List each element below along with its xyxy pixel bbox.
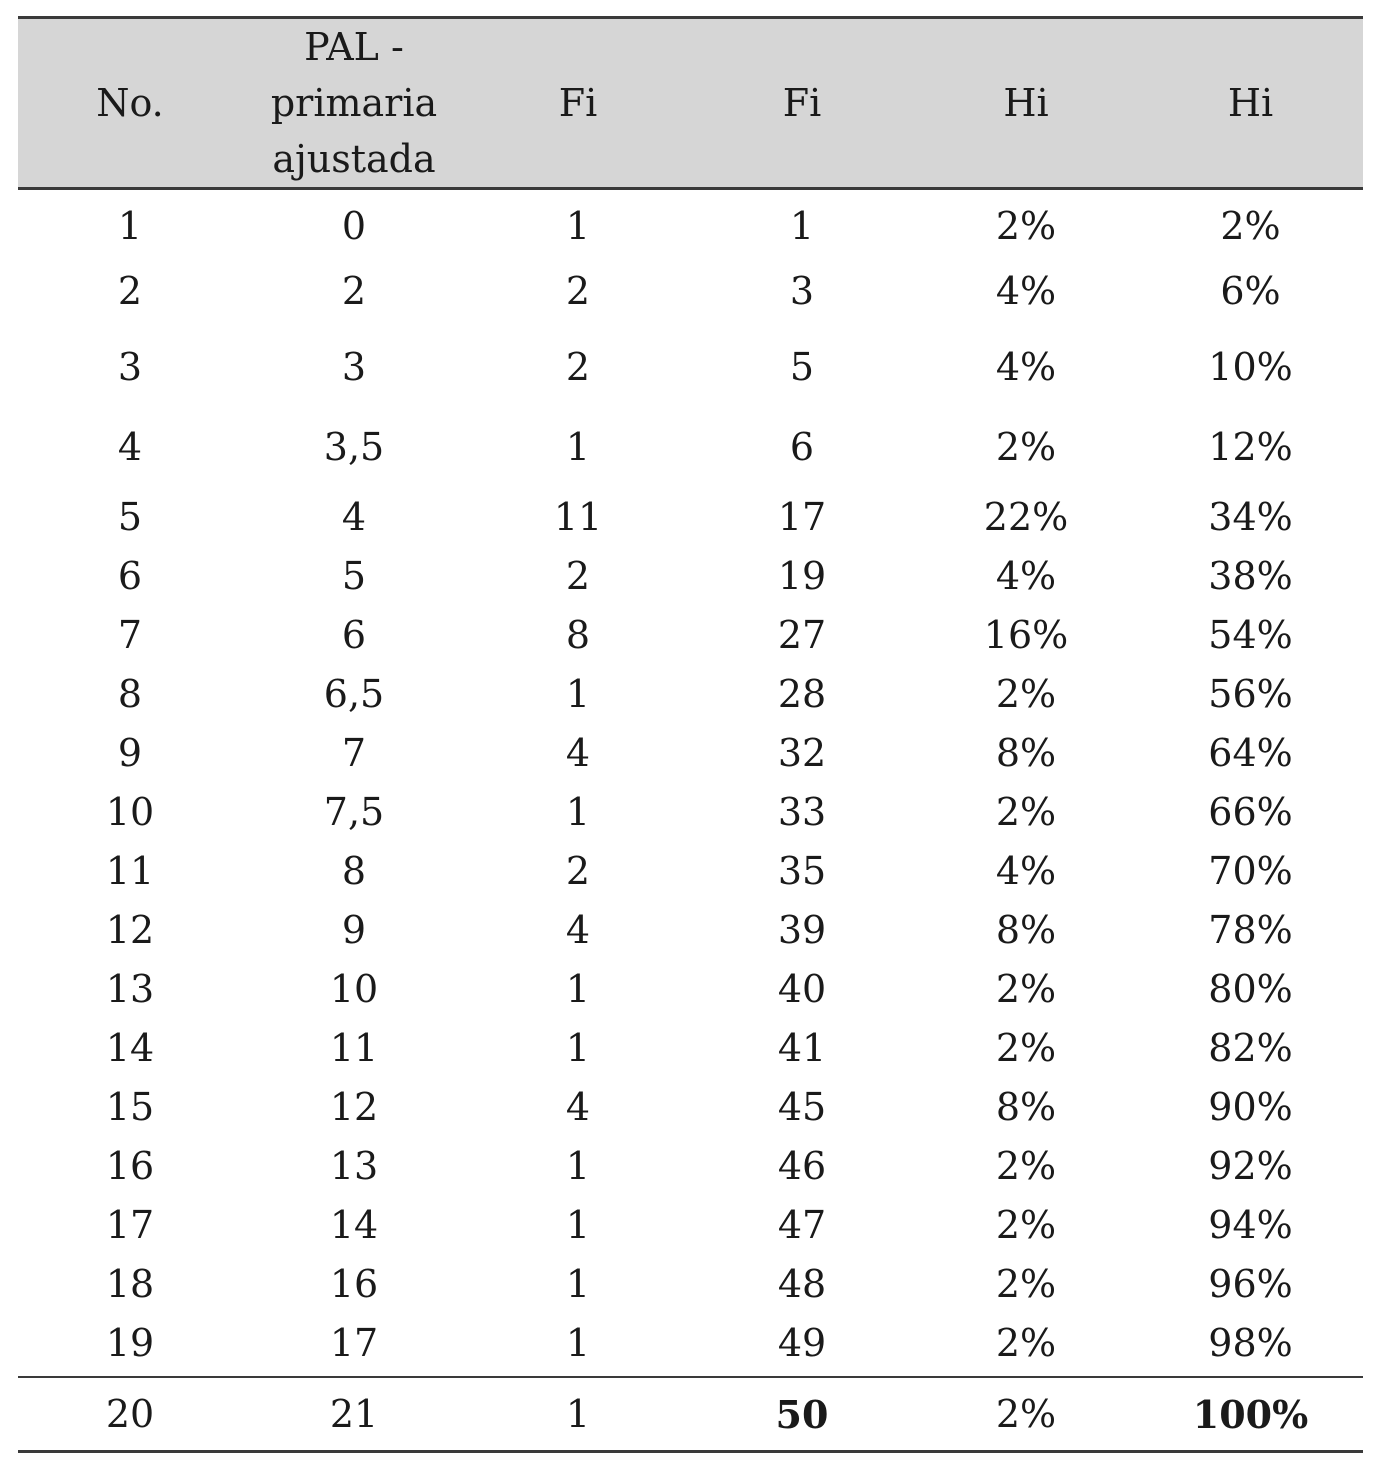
cell-hi-cumulative: 70% <box>1208 848 1293 893</box>
table-row <box>18 605 1363 664</box>
table-row <box>18 1254 1363 1313</box>
cell-fi: 1 <box>565 1202 591 1247</box>
cell-pal: 3,5 <box>323 425 385 469</box>
cell-hi-cumulative: 96% <box>1208 1261 1293 1306</box>
cell-pal: 10 <box>329 966 379 1011</box>
cell-fi: 1 <box>565 671 591 716</box>
cell-no: 6 <box>117 553 143 598</box>
cell-pal: 14 <box>329 1202 379 1247</box>
total-cell-hi: 2% <box>995 1392 1057 1436</box>
total-row <box>18 1378 1363 1450</box>
table-row <box>18 407 1363 487</box>
cell-fi-cumulative: 32 <box>777 730 827 775</box>
cell-hi: 4% <box>995 345 1057 389</box>
cell-pal: 13 <box>329 1143 379 1188</box>
cell-fi: 1 <box>565 966 591 1011</box>
cell-hi-cumulative: 92% <box>1208 1143 1293 1188</box>
cell-fi-cumulative: 39 <box>777 907 827 952</box>
cell-pal: 6,5 <box>323 671 385 716</box>
cell-pal: 8 <box>341 848 367 893</box>
cell-fi: 4 <box>565 1084 591 1129</box>
total-cell-fi-cumulative: 50 <box>775 1391 829 1437</box>
table-row <box>18 255 1363 327</box>
table-header <box>18 19 1363 190</box>
cell-no: 14 <box>105 1025 155 1070</box>
table-row <box>18 1018 1363 1077</box>
cell-fi: 2 <box>565 848 591 893</box>
cell-pal: 6 <box>341 612 367 657</box>
cell-hi: 2% <box>995 671 1057 716</box>
cell-hi-cumulative: 90% <box>1208 1084 1293 1129</box>
header-pal-line-1: PAL - <box>304 25 404 69</box>
cell-hi: 16% <box>983 612 1069 657</box>
cell-no: 2 <box>117 269 143 313</box>
cell-fi: 11 <box>553 494 603 539</box>
cell-no: 7 <box>117 612 143 657</box>
cell-fi-cumulative: 5 <box>789 345 815 389</box>
cell-no: 17 <box>105 1202 155 1247</box>
cell-hi-cumulative: 12% <box>1208 425 1293 469</box>
cell-fi-cumulative: 41 <box>777 1025 827 1070</box>
cell-hi-cumulative: 80% <box>1208 966 1293 1011</box>
cell-no: 16 <box>105 1143 155 1188</box>
cell-fi: 2 <box>565 269 591 313</box>
cell-pal: 7 <box>341 730 367 775</box>
table-row <box>18 782 1363 841</box>
cell-hi: 2% <box>995 1143 1057 1188</box>
cell-fi-cumulative: 40 <box>777 966 827 1011</box>
cell-fi-cumulative: 1 <box>789 203 815 248</box>
cell-pal: 12 <box>329 1084 379 1129</box>
cell-fi: 2 <box>565 553 591 598</box>
cell-no: 5 <box>117 494 143 539</box>
table-row <box>18 900 1363 959</box>
cell-hi: 2% <box>995 203 1057 248</box>
cell-no: 11 <box>105 848 155 893</box>
header-pal-line-2: primaria <box>270 81 438 125</box>
total-cell-hi-cumulative: 100% <box>1192 1391 1309 1437</box>
cell-fi-cumulative: 3 <box>789 269 815 313</box>
header-no: No. <box>96 81 164 125</box>
cell-fi: 1 <box>565 1261 591 1306</box>
cell-no: 12 <box>105 907 155 952</box>
header-hi-cumulative: Hi <box>1227 81 1274 125</box>
header-fi-absolute: Fi <box>558 81 598 125</box>
cell-pal: 7,5 <box>323 789 385 834</box>
table-row <box>18 487 1363 546</box>
cell-hi-cumulative: 10% <box>1208 345 1293 389</box>
cell-no: 18 <box>105 1261 155 1306</box>
table-row <box>18 1077 1363 1136</box>
cell-fi-cumulative: 28 <box>777 671 827 716</box>
cell-fi-cumulative: 35 <box>777 848 827 893</box>
cell-hi-cumulative: 56% <box>1208 671 1293 716</box>
cell-hi: 4% <box>995 269 1057 313</box>
header-hi-relative: Hi <box>1003 81 1049 125</box>
cell-fi: 4 <box>565 907 591 952</box>
frequency-table <box>18 16 1363 1453</box>
table-row <box>18 196 1363 255</box>
cell-hi-cumulative: 6% <box>1220 269 1281 313</box>
cell-pal: 4 <box>341 494 367 539</box>
cell-hi: 2% <box>995 1261 1057 1306</box>
cell-fi-cumulative: 45 <box>777 1084 827 1129</box>
cell-hi-cumulative: 64% <box>1208 730 1293 775</box>
cell-hi: 2% <box>995 1320 1057 1365</box>
cell-pal: 0 <box>341 203 367 248</box>
cell-hi-cumulative: 98% <box>1208 1320 1293 1365</box>
cell-fi-cumulative: 19 <box>777 553 827 598</box>
table-body <box>18 190 1363 1372</box>
cell-fi: 4 <box>565 730 591 775</box>
cell-hi-cumulative: 66% <box>1208 789 1293 834</box>
table-row <box>18 546 1363 605</box>
table-row <box>18 1136 1363 1195</box>
cell-hi-cumulative: 38% <box>1208 553 1293 598</box>
cell-hi: 8% <box>995 730 1057 775</box>
table-row <box>18 327 1363 407</box>
cell-fi: 1 <box>565 203 591 248</box>
cell-no: 3 <box>117 345 143 389</box>
table-row <box>18 723 1363 782</box>
cell-fi: 8 <box>565 612 591 657</box>
cell-fi-cumulative: 49 <box>777 1320 827 1365</box>
cell-no: 1 <box>117 203 143 248</box>
total-cell-pal: 21 <box>329 1392 379 1436</box>
cell-hi-cumulative: 34% <box>1208 494 1293 539</box>
cell-hi: 2% <box>995 1202 1057 1247</box>
cell-pal: 3 <box>341 345 367 389</box>
cell-hi: 4% <box>995 848 1057 893</box>
cell-fi: 1 <box>565 789 591 834</box>
total-cell-fi: 1 <box>565 1392 591 1436</box>
cell-hi-cumulative: 54% <box>1208 612 1293 657</box>
cell-no: 9 <box>117 730 143 775</box>
cell-fi-cumulative: 6 <box>789 425 815 469</box>
bottom-rule <box>18 1450 1363 1453</box>
cell-fi-cumulative: 27 <box>777 612 827 657</box>
cell-fi: 1 <box>565 1025 591 1070</box>
cell-fi: 1 <box>565 425 591 469</box>
cell-fi: 1 <box>565 1320 591 1365</box>
table-row <box>18 841 1363 900</box>
cell-no: 10 <box>105 789 155 834</box>
total-cell-no: 20 <box>105 1392 155 1436</box>
cell-fi-cumulative: 47 <box>777 1202 827 1247</box>
header-pal-primaria-ajustada <box>242 19 466 187</box>
cell-fi: 2 <box>565 345 591 389</box>
cell-fi-cumulative: 46 <box>777 1143 827 1188</box>
cell-fi: 1 <box>565 1143 591 1188</box>
cell-hi-cumulative: 82% <box>1208 1025 1293 1070</box>
cell-fi-cumulative: 33 <box>777 789 827 834</box>
cell-hi: 2% <box>995 966 1057 1011</box>
cell-hi: 2% <box>995 425 1057 469</box>
cell-no: 8 <box>117 671 143 716</box>
cell-pal: 9 <box>341 907 367 952</box>
cell-pal: 11 <box>329 1025 379 1070</box>
cell-no: 13 <box>105 966 155 1011</box>
cell-hi: 22% <box>983 494 1069 539</box>
header-fi-cumulative: Fi <box>782 81 822 125</box>
cell-hi-cumulative: 2% <box>1220 203 1281 248</box>
table-row <box>18 959 1363 1018</box>
cell-no: 19 <box>105 1320 155 1365</box>
cell-hi-cumulative: 94% <box>1208 1202 1293 1247</box>
cell-fi-cumulative: 17 <box>777 494 827 539</box>
cell-hi: 4% <box>995 553 1057 598</box>
cell-pal: 17 <box>329 1320 379 1365</box>
header-pal-line-3: ajustada <box>272 137 436 181</box>
table-row <box>18 1313 1363 1372</box>
cell-hi: 8% <box>995 1084 1057 1129</box>
cell-hi: 8% <box>995 907 1057 952</box>
cell-pal: 16 <box>329 1261 379 1306</box>
cell-hi: 2% <box>995 789 1057 834</box>
cell-fi-cumulative: 48 <box>777 1261 827 1306</box>
cell-pal: 2 <box>341 269 367 313</box>
cell-hi-cumulative: 78% <box>1208 907 1293 952</box>
cell-pal: 5 <box>341 553 367 598</box>
cell-no: 4 <box>117 425 143 469</box>
cell-no: 15 <box>105 1084 155 1129</box>
cell-hi: 2% <box>995 1025 1057 1070</box>
table-row <box>18 1195 1363 1254</box>
table-row <box>18 664 1363 723</box>
